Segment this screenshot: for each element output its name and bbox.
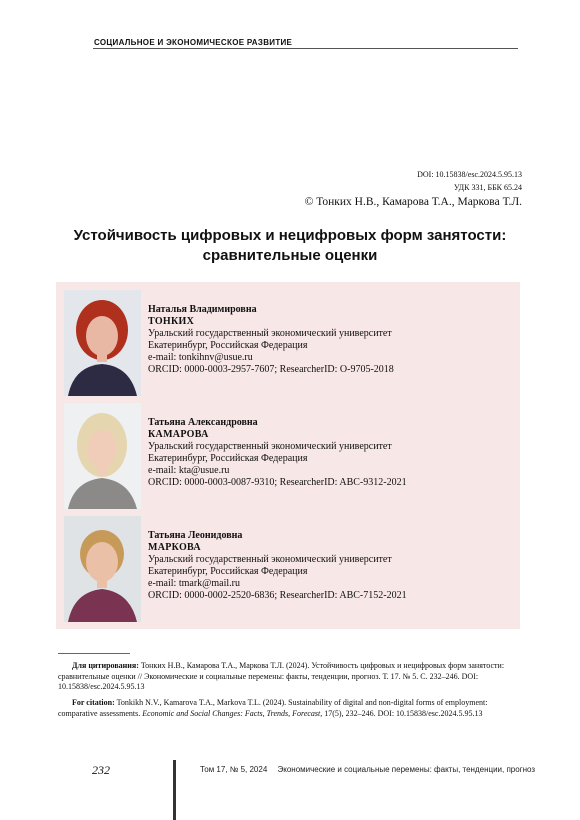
copyright-line: © Тонких Н.В., Камарова Т.А., Маркова Т.Л. bbox=[304, 196, 522, 208]
author-photo bbox=[64, 403, 141, 509]
author-photo bbox=[64, 290, 141, 396]
footnote-divider bbox=[58, 653, 130, 654]
author-info bbox=[148, 417, 508, 489]
doi-line: DOI: 10.15838/esc.2024.5.95.13 bbox=[417, 170, 522, 179]
footer-journal-name: Экономические и социальные перемены: факты, тенденции, прогноз bbox=[277, 765, 536, 774]
author-ids: ORCID: 0000-0002-2520-6836; ResearcherID: ABC-7152-2021 bbox=[148, 590, 407, 601]
author-given-names: Наталья Владимировна bbox=[148, 304, 257, 315]
author-ids: ORCID: 0000-0003-2957-7607; ResearcherID: O-9705-2018 bbox=[148, 364, 394, 375]
citation-en bbox=[58, 698, 520, 719]
article-title-line-2: сравнительные оценки bbox=[202, 247, 378, 264]
author-email[interactable]: e-mail: tmark@mail.ru bbox=[148, 578, 240, 589]
author-photo bbox=[64, 516, 141, 622]
author-affiliation: Уральский государственный экономический университет bbox=[148, 554, 392, 565]
citation-en-label: For citation: bbox=[72, 698, 115, 707]
authors-panel bbox=[56, 282, 520, 629]
running-footer bbox=[200, 765, 535, 774]
citation-ru bbox=[58, 661, 520, 693]
portrait-face bbox=[87, 430, 117, 468]
author-surname: ТОНКИХ bbox=[148, 316, 195, 327]
author-info bbox=[148, 530, 508, 602]
running-header-section: СОЦИАЛЬНОЕ И ЭКОНОМИЧЕСКОЕ РАЗВИТИЕ bbox=[94, 38, 293, 47]
author-surname: КАМАРОВА bbox=[148, 429, 209, 440]
author-card bbox=[56, 397, 520, 503]
udk-line: УДК 331, ББК 65.24 bbox=[453, 183, 522, 192]
author-portrait-image bbox=[64, 290, 141, 396]
author-given-names: Татьяна Александровна bbox=[148, 417, 258, 428]
article-title-line-1: Устойчивость цифровых и нецифровых форм занятости: bbox=[73, 227, 507, 244]
author-location: Екатеринбург, Российская Федерация bbox=[148, 453, 308, 464]
author-email[interactable]: e-mail: kta@usue.ru bbox=[148, 465, 230, 476]
author-affiliation: Уральский государственный экономический университет bbox=[148, 441, 392, 452]
citation-en-text-tail: , 17(5), 232–246. DOI: 10.15838/esc.2024.5.95.13 bbox=[320, 708, 483, 718]
author-affiliation: Уральский государственный экономический университет bbox=[148, 328, 392, 339]
author-portrait-image bbox=[64, 403, 141, 509]
author-ids: ORCID: 0000-0003-0087-9310; ResearcherID: ABC-9312-2021 bbox=[148, 477, 407, 488]
portrait-neck bbox=[97, 352, 107, 362]
article-title bbox=[60, 226, 520, 266]
author-card bbox=[56, 510, 520, 616]
author-given-names: Татьяна Леонидовна bbox=[148, 530, 243, 541]
portrait-neck bbox=[97, 465, 107, 475]
header-divider bbox=[93, 48, 518, 49]
page-number: 232 bbox=[92, 763, 110, 777]
author-surname: МАРКОВА bbox=[148, 542, 201, 553]
author-location: Екатеринбург, Российская Федерация bbox=[148, 566, 308, 577]
footer-volume: Том 17, № 5, 2024 bbox=[200, 765, 268, 774]
citation-en-text: Tonkikh N.V., Kamarova T.A., Markova T.L. (2024). Sustainability of digital and non-digital forms of employment: comparative assessments. bbox=[58, 698, 488, 718]
portrait-neck bbox=[97, 578, 107, 588]
citation-ru-text: Тонких Н.В., Камарова Т.А., Маркова Т.Л. (2024). Устойчивость цифровых и нецифровых форм занятости: сравнительные оценки // Экономические и социальные перемены: факты, тенденции, прогноз. Т. 17. № 5. С. 232–246. DOI: 10.15838/esc.2024.5.95.13 bbox=[58, 661, 505, 691]
author-location: Екатеринбург, Российская Федерация bbox=[148, 340, 308, 351]
author-email[interactable]: e-mail: tonkihnv@usue.ru bbox=[148, 352, 253, 363]
author-info bbox=[148, 304, 508, 376]
author-card bbox=[56, 284, 520, 390]
author-portrait-image bbox=[64, 516, 141, 622]
citation-ru-label: Для цитирования: bbox=[72, 661, 139, 670]
footer-vertical-bar bbox=[173, 760, 176, 820]
citation-en-journal: Economic and Social Changes: Facts, Trends, Forecast bbox=[142, 708, 321, 718]
portrait-face bbox=[86, 316, 118, 356]
portrait-face bbox=[86, 542, 118, 582]
